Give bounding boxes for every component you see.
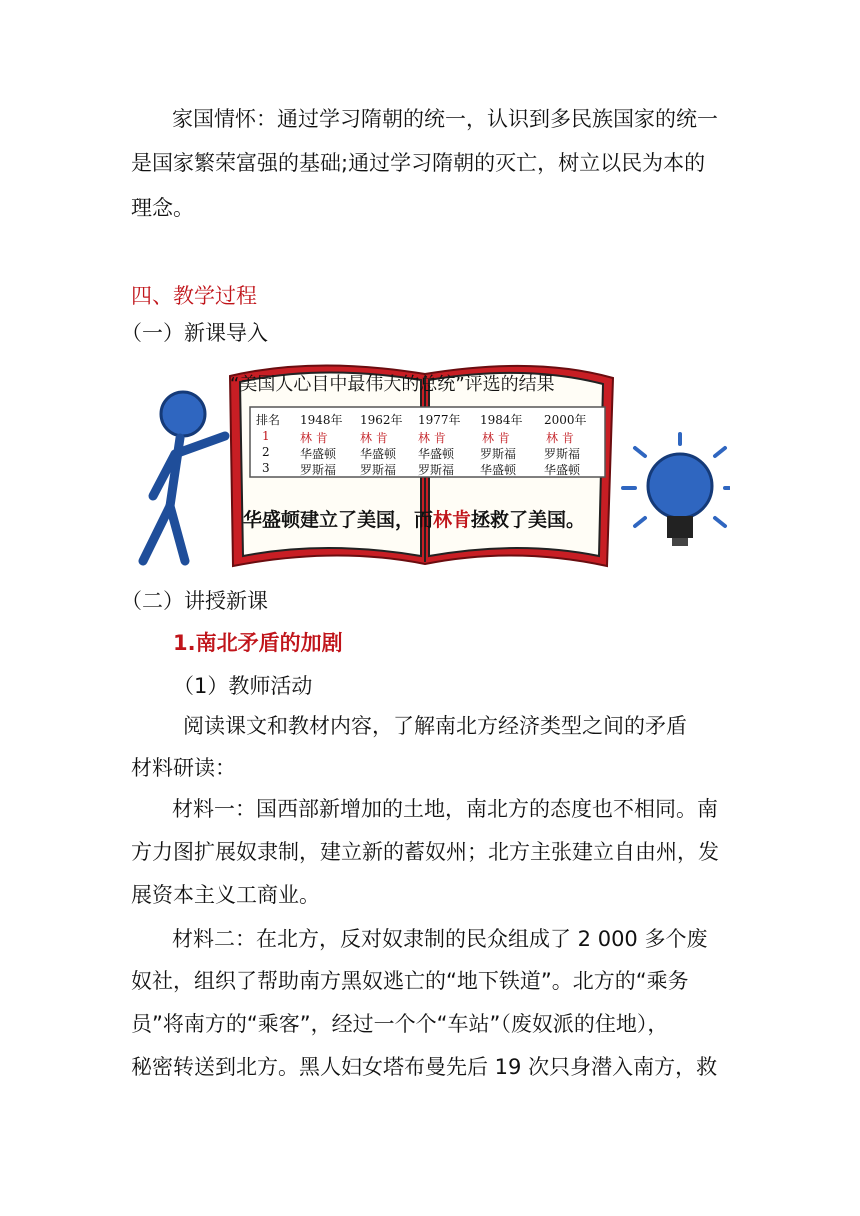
table-header: 排名 — [256, 413, 281, 427]
table-cell: 华盛顿 — [360, 447, 397, 461]
paragraph-line: 材料一：国西部新增加的土地，南北方的态度也不相同。南 — [172, 797, 718, 821]
table-cell: 罗斯福 — [480, 447, 517, 461]
table-cell: 罗斯福 — [360, 463, 397, 477]
paragraph-line: 材料二：在北方，反对奴隶制的民众组成了 2 000 多个废 — [172, 927, 708, 951]
subsection-heading: （二）讲授新课 — [121, 589, 268, 613]
section-heading: 四、教学过程 — [131, 284, 257, 308]
paragraph-line: 员”将南方的“乘客”，经过一个个“车站”（废奴派的住地）， — [131, 1012, 669, 1036]
paragraph-line: 理念。 — [131, 196, 194, 220]
light-bulb-icon — [623, 434, 729, 546]
table-cell: 罗斯福 — [418, 463, 455, 477]
paragraph-line: 是国家繁荣富强的基础;通过学习隋朝的灭亡，树立以民为本的 — [131, 151, 706, 175]
table-cell: 2 — [262, 445, 270, 459]
point-heading: 1.南北矛盾的加剧 — [173, 631, 343, 655]
paragraph-line: 奴社，组织了帮助南方黑奴逃亡的“地下铁道”。北方的“乘务 — [131, 969, 689, 993]
subsection-heading: （一）新课导入 — [121, 321, 268, 345]
table-cell: 1 — [262, 429, 270, 443]
table-cell: 林 肯 — [418, 431, 446, 445]
paragraph-line: 秘密转送到北方。黑人妇女塔布曼先后 19 次只身潜入南方，救 — [131, 1055, 718, 1079]
caption-highlight: 林肯 — [433, 509, 472, 531]
caption-part: 拯救了美国。 — [471, 509, 586, 531]
table-header: 1977年 — [418, 413, 461, 427]
table-header: 1948年 — [300, 413, 343, 427]
table-cell: 3 — [262, 461, 270, 475]
table-cell: 罗斯福 — [544, 447, 581, 461]
table-cell: 林 肯 — [546, 431, 574, 445]
paragraph-line: 阅读课文和教材内容，了解南北方经济类型之间的矛盾 — [183, 714, 687, 738]
table-cell: 林 肯 — [360, 431, 388, 445]
paragraph-line: 展资本主义工商业。 — [131, 883, 320, 907]
table-header: 1962年 — [360, 413, 403, 427]
table-cell: 华盛顿 — [418, 447, 455, 461]
table-cell: 华盛顿 — [544, 463, 581, 477]
table-cell: 林 肯 — [300, 431, 328, 445]
paragraph-line: 材料研读： — [131, 756, 236, 780]
caption-part: 华盛顿建立了美国，而 — [243, 509, 434, 531]
table-cell: 林 肯 — [482, 431, 510, 445]
activity-heading: （1）教师活动 — [173, 674, 313, 698]
figure-caption — [243, 505, 585, 532]
stick-figure-icon — [143, 392, 225, 561]
figure-title: “美国人心目中最伟大的总统”评选的结果 — [230, 374, 555, 395]
table-cell: 华盛顿 — [300, 447, 337, 461]
table-cell: 罗斯福 — [300, 463, 337, 477]
table-header: 1984年 — [480, 413, 523, 427]
table-header: 2000年 — [544, 413, 587, 427]
paragraph-line: 方力图扩展奴隶制，建立新的蓄奴州；北方主张建立自由州，发 — [131, 840, 719, 864]
paragraph-line: 家国情怀：通过学习隋朝的统一，认识到多民族国家的统一 — [172, 107, 718, 131]
table-cell: 华盛顿 — [480, 463, 517, 477]
